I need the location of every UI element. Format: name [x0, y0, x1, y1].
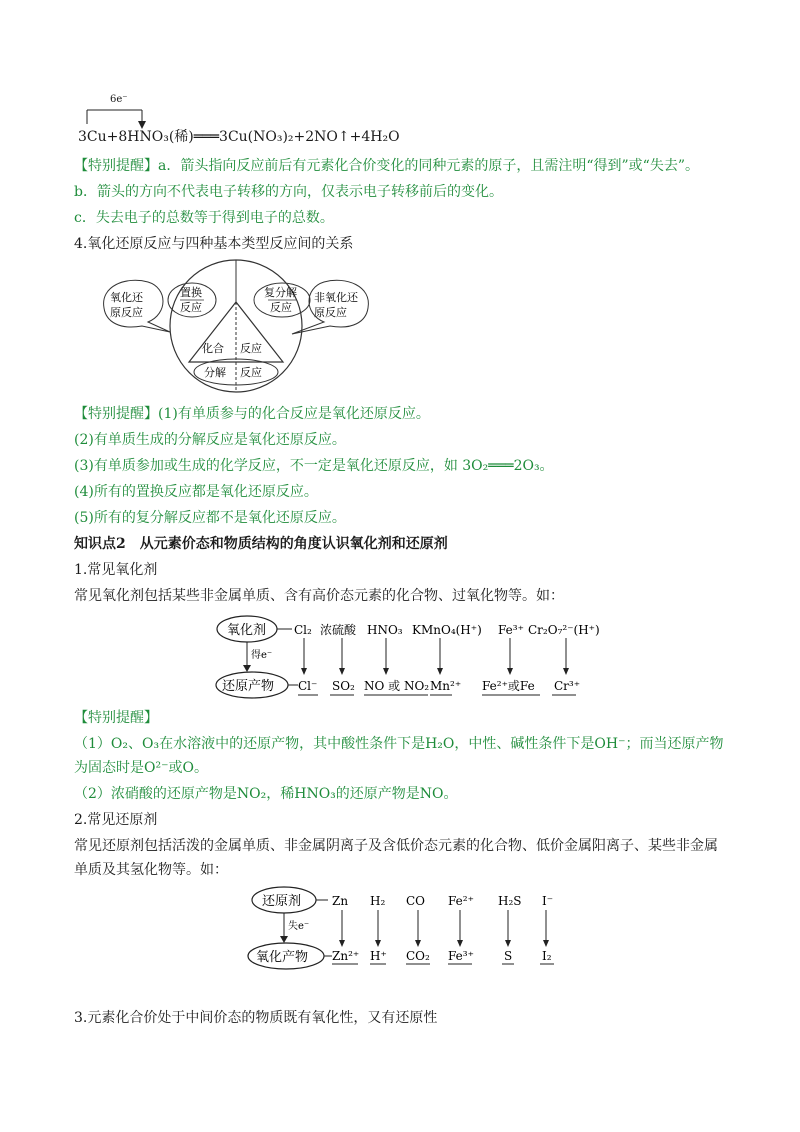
- left-bubble-line2: 原反应: [110, 306, 143, 319]
- reminder3-title: 【特别提醒】: [74, 710, 158, 726]
- reminder-b: b．箭头的方向不代表电子转移的方向，仅表示电子转移前后的变化。: [74, 184, 503, 200]
- reminder-a: 【特别提醒】a．箭头指向反应前后有元素化合价变化的同种元素的原子，且需注明“得到”或“失去”。: [74, 158, 699, 174]
- oxidizer-item: HNO₃: [367, 623, 403, 637]
- oxidizer-label: 氧化剂: [227, 623, 267, 638]
- reducer-description-2: 单质及其氢化物等。如：: [74, 862, 228, 878]
- oxidizer-item: Cr₂O₇²⁻(H⁺): [528, 623, 600, 637]
- lose-electron-label: 失e⁻: [288, 921, 310, 932]
- reduction-product-item: NO 或 NO₂: [364, 679, 430, 693]
- double-decomp-label-bottom: 反应: [270, 301, 292, 314]
- reduction-product-item: Cl⁻: [298, 679, 318, 693]
- reduction-product-label: 还原产物: [222, 679, 275, 694]
- displacement-label-bottom: 反应: [180, 301, 202, 314]
- oxidizer-item: Cl₂: [294, 623, 312, 637]
- oxidation-product-label: 氧化产物: [256, 950, 309, 965]
- reminder2-line5: (5)所有的复分解反应都不是氧化还原反应。: [74, 510, 346, 526]
- electron-count-label: 6e⁻: [110, 94, 128, 105]
- decomposition-label-right: 反应: [240, 366, 262, 379]
- reminder3-p2: （2）浓硝酸的还原产物是NO₂，稀HNO₃的还原产物是NO。: [74, 786, 458, 802]
- oxidation-product-item: Fe³⁺: [448, 949, 474, 963]
- oxidation-product-item: H⁺: [370, 949, 387, 963]
- reducer-label: 还原剂: [262, 894, 302, 909]
- reducer-item: CO: [406, 894, 426, 908]
- knowledge-point-2-title: 知识点2 从元素价态和物质结构的角度认识氧化剂和还原剂: [74, 536, 448, 552]
- reminder2-line4: (4)所有的置换反应都是氧化还原反应。: [74, 484, 318, 500]
- oxidizer-item: Fe³⁺: [498, 623, 524, 637]
- oxidizer-heading: 1.常见氧化剂: [74, 562, 158, 578]
- double-decomp-label-top: 复分解: [264, 286, 297, 299]
- reminder-c: c．失去电子的总数等于得到电子的总数。: [74, 210, 334, 226]
- reducer-item: Fe²⁺: [448, 894, 474, 908]
- oxidation-product-item: CO₂: [406, 949, 430, 963]
- reminder2-line2: (2)有单质生成的分解反应是氧化还原反应。: [74, 432, 346, 448]
- oxidizer-diagram: [214, 612, 604, 704]
- left-bubble-line1: 氧化还: [110, 291, 143, 304]
- oxidation-product-item: S: [504, 949, 513, 963]
- reducer-diagram: [246, 884, 576, 972]
- reduction-product-item: Cr³⁺: [554, 679, 581, 693]
- reducer-heading: 2.常见还原剂: [74, 812, 158, 828]
- right-bubble-line2: 原反应: [314, 306, 347, 319]
- reducer-description-1: 常见还原剂包括活泼的金属单质、非金属阴离子及含低价态元素的化合物、低价金属阳离子、某些非金属: [74, 838, 718, 854]
- redox-equation: 3Cu+8HNO₃(稀)═══3Cu(NO₃)₂+2NO↑+4H₂O: [78, 129, 400, 145]
- oxidation-product-item: Zn²⁺: [332, 949, 360, 963]
- reducer-item: I⁻: [542, 894, 554, 908]
- oxidizer-item: KMnO₄(H⁺): [412, 623, 482, 637]
- oxidizer-description: 常见氧化剂包括某些非金属单质、含有高价态元素的化合物、过氧化物等。如：: [74, 588, 564, 604]
- combination-label-right: 反应: [240, 342, 262, 355]
- reminder2-line3: (3)有单质参加或生成的化学反应，不一定是氧化还原反应，如 3O₂═══2O₃。: [74, 458, 554, 474]
- reduction-product-item: Fe²⁺或Fe: [482, 679, 535, 693]
- section-heading-3: 3.元素化合价处于中间价态的物质既有氧化性，又有还原性: [74, 1010, 438, 1026]
- gain-electron-label: 得e⁻: [251, 650, 273, 661]
- right-bubble-line1: 非氧化还: [314, 291, 358, 304]
- reduction-product-item: Mn²⁺: [430, 679, 462, 693]
- reminder3-p1a: （1）O₂、O₃在水溶液中的还原产物，其中酸性条件下是H₂O，中性、碱性条件下是OH⁻；而当还原产物: [74, 736, 724, 752]
- decomposition-label-left: 分解: [204, 366, 226, 379]
- reminder3-p1b: 为固态时是O²⁻或O。: [74, 760, 208, 776]
- reminder2-line1: 【特别提醒】(1)有单质参与的化合反应是氧化还原反应。: [74, 406, 430, 422]
- reaction-relationship-diagram: [96, 256, 376, 394]
- reducer-item: Zn: [332, 894, 349, 908]
- reducer-item: H₂S: [498, 894, 522, 908]
- oxidation-product-item: I₂: [542, 949, 552, 963]
- reduction-product-item: SO₂: [332, 679, 355, 693]
- reducer-item: H₂: [370, 894, 386, 908]
- electron-transfer-arrow: [78, 96, 198, 130]
- displacement-label-top: 置换: [180, 286, 202, 299]
- combination-label-left: 化合: [202, 342, 224, 355]
- section-heading-4: 4.氧化还原反应与四种基本类型反应间的关系: [74, 236, 354, 252]
- oxidizer-item: 浓硫酸: [320, 623, 357, 637]
